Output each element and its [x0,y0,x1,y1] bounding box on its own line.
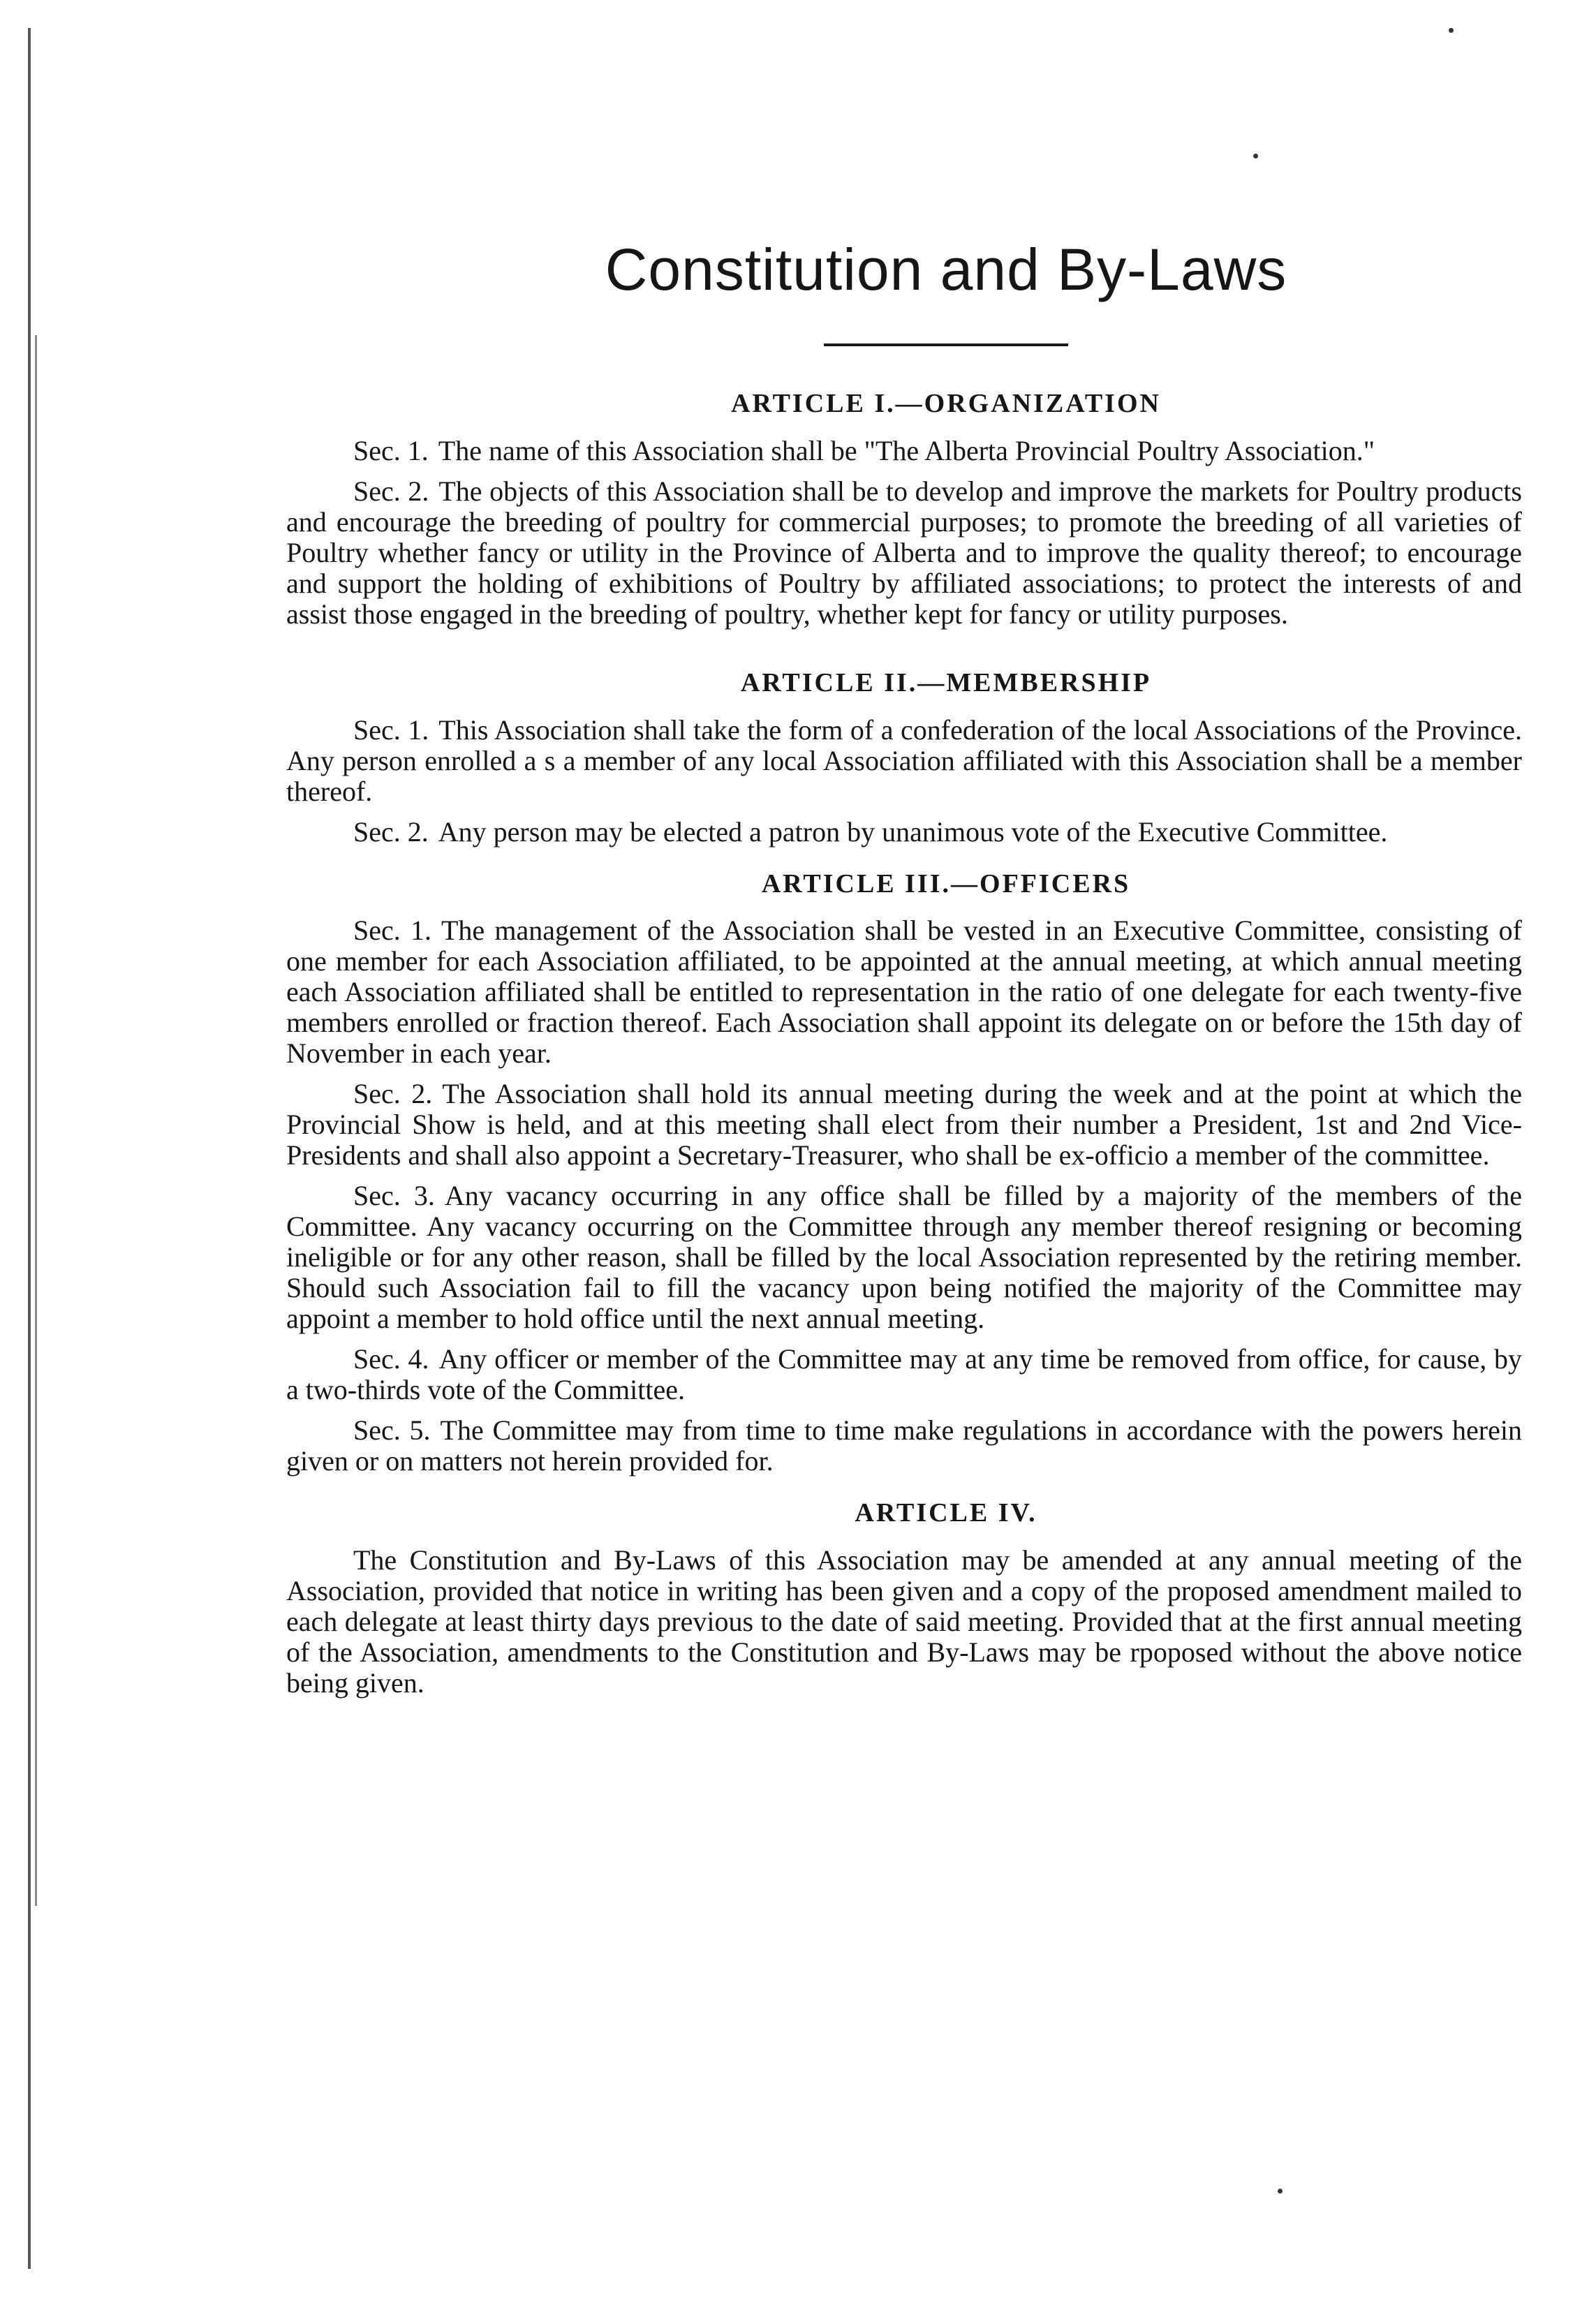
section-label: Sec. 1. [353,915,431,947]
section-label: Sec. 4. [353,1343,429,1375]
section-label: Sec. 5. [353,1414,431,1447]
article-3 [286,868,1522,1477]
article-heading: ARTICLE III.—OFFICERS [761,868,1131,898]
article-section [286,1415,1522,1477]
section-text: The Committee may from time to time make regulations in accordance with the powers herein given or on matters not herein provided for. [286,1414,1522,1477]
article-section [286,817,1522,848]
section-text: The Association shall hold its annual meeting during the week and at the point at which the Provincial Show is held, and at this meeting shall elect from their number a President, 1st and 2nd Vice-Presidents and shall also appoint a Secretary-Treasurer, who shall be ex-officio a member of the committee. [286,1078,1522,1171]
article-1 [286,388,1522,630]
scan-speck [1253,154,1258,158]
document-title: Constitution and By-Laws [605,237,1287,302]
scan-speck [1449,28,1454,33]
article-section [286,436,1522,466]
section-label: Sec. 1. [353,434,429,466]
section-text: This Association shall take the form of a confederation of the local Associations of the Province. Any person enrolled a s a member of any local Association affiliated with this Association shall be a member thereof. [286,713,1522,807]
section-label: Sec. 2. [353,1078,433,1110]
scan-left-edge-mark [28,28,31,2269]
section-text: Any person may be elected a patron by unanimous vote of the Executive Committee. [438,815,1388,848]
section-text: The Constitution and By-Laws of this Association may be amended at any annual meeting of the Association, provided that notice in writing has been given and a copy of the proposed amendment mailed to each delegate at least thirty days previous to the date of said meeting. Provided that at the first annual meeting of the Association, amendments to the Constitution and By-Laws may be rpoposed without the above notice being given. [286,1544,1522,1699]
scan-speck [1278,2189,1283,2194]
article-section [286,1545,1522,1699]
article-section [286,1344,1522,1405]
section-label: Sec. 1. [353,713,429,746]
section-text: The objects of this Association shall be to develop and improve the markets for Poultry products and encourage the breeding of poultry for commercial purposes; to promote the breeding of all varieties of Poultry whether fancy or utility in the Province of Alberta and to improve the quality thereof; to encourage and support the holding of exhibitions of Poultry by affiliated associations; to protect the interests of and assist those engaged in the breeding of poultry, whether kept for fancy or utility purposes. [286,475,1522,630]
section-text: The name of this Association shall be "The Alberta Provincial Poultry Association." [438,434,1375,466]
section-text: Any vacancy occurring in any office shall be filled by a majority of the members of the Committee. Any vacancy occurring on the Committee through any member thereof resigning or becoming ineligible or for any other reason, shall be filled by the local Association represented by the retiring member. Should such Association fail to fill the vacancy upon being notified the majority of the Committee may appoint a member to hold office until the next annual meeting. [286,1180,1522,1335]
article-heading: ARTICLE II.—MEMBERSHIP [740,667,1152,697]
article-heading: ARTICLE IV. [855,1498,1037,1528]
document-page [286,237,1522,1708]
article-section [286,715,1522,807]
section-label: Sec. 3. [353,1180,435,1212]
article-section [286,476,1522,630]
section-text: The management of the Association shall be vested in an Executive Committee, consisting of one member for each Association affiliated, to be appointed at the annual meeting, at which annual meeting each Association affiliated shall be entitled to representation in the ratio of one delegate for each twenty-five members enrolled or fraction thereof. Each Association shall appoint its delegate on or before the 15th day of November in each year. [286,915,1523,1070]
article-section [286,915,1522,1069]
article-2 [286,667,1522,848]
article-section [286,1181,1522,1334]
title-rule [824,343,1068,346]
article-heading: ARTICLE I.—ORGANIZATION [731,389,1161,419]
article-4 [286,1497,1522,1699]
article-section [286,1079,1522,1171]
section-label: Sec. 2. [353,815,429,848]
section-label: Sec. 2. [353,475,429,507]
section-text: Any officer or member of the Committee may at any time be removed from office, for cause, by a two-thirds vote of the Committee. [286,1343,1522,1406]
scan-left-edge-mark [35,335,37,1906]
